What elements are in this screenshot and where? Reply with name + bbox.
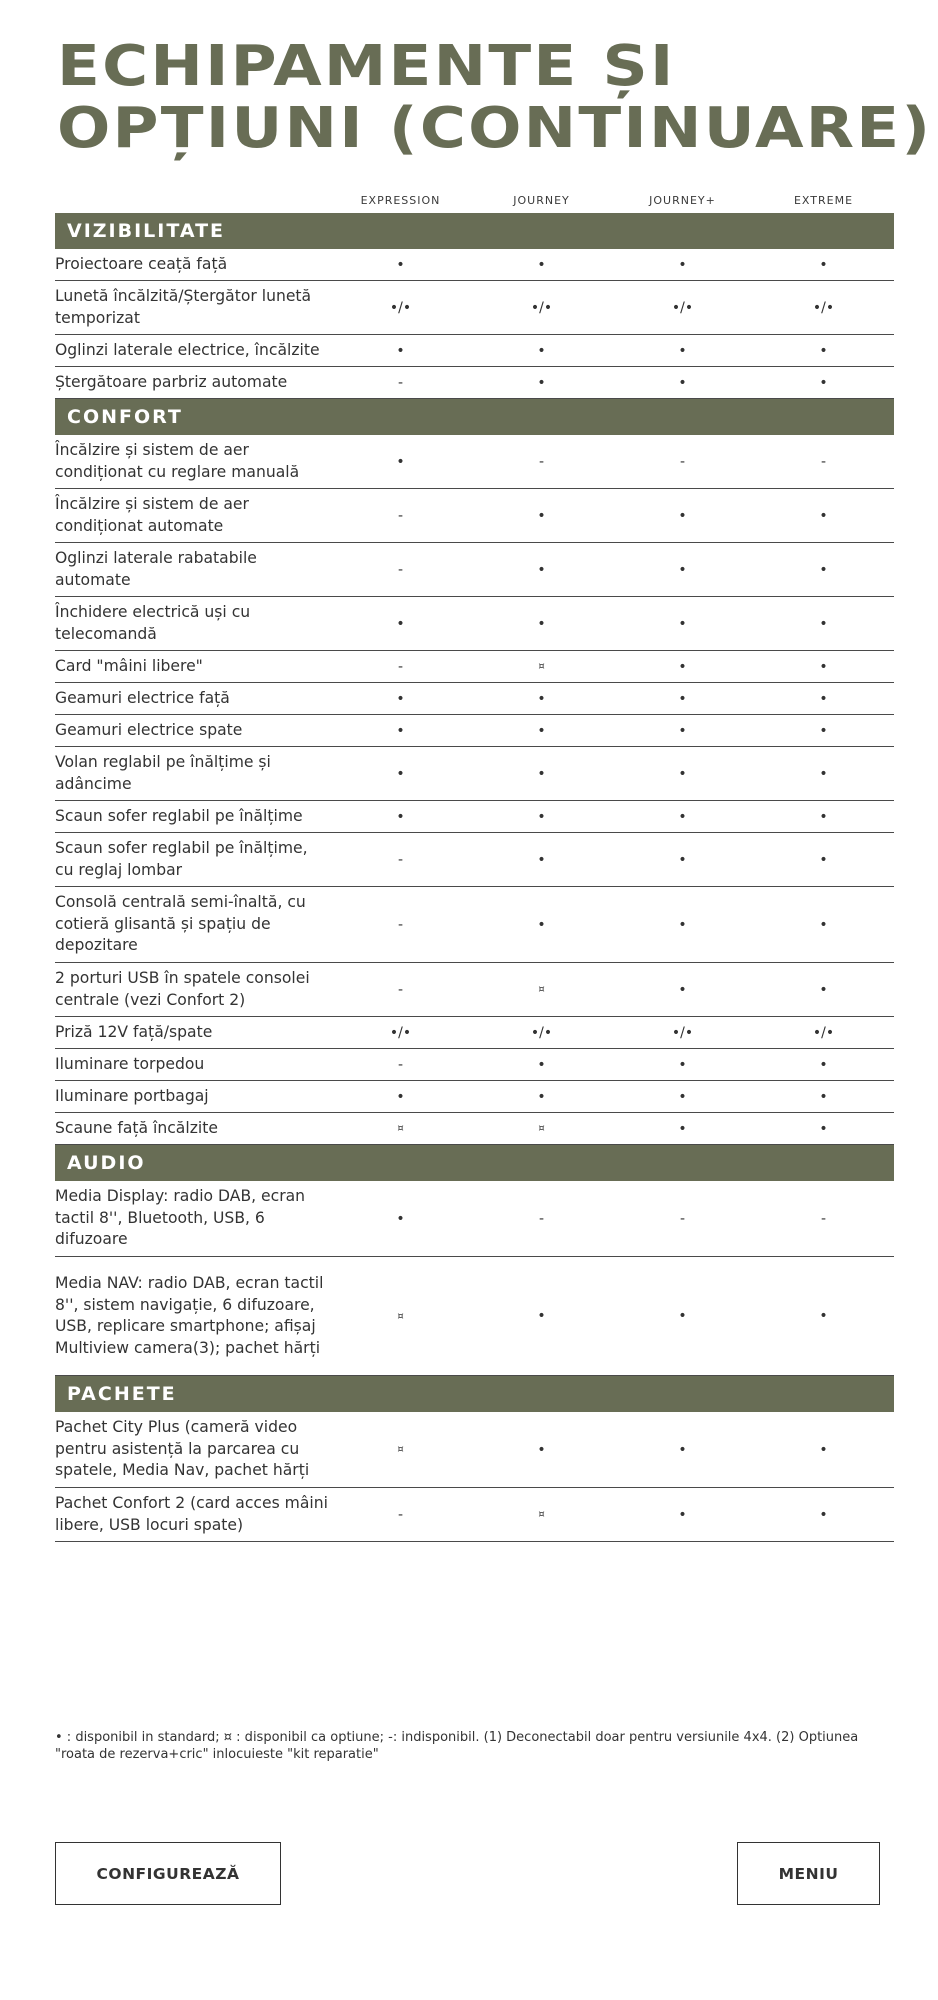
row-value-journey-plus: - <box>679 453 686 470</box>
table-row <box>55 1412 894 1488</box>
row-value-journey-plus: • <box>678 1441 687 1458</box>
page-title-line2: OPȚIUNI (CONTINUARE) <box>57 96 933 161</box>
row-value-expression: - <box>397 851 404 868</box>
section-header: VIZIBILITATE <box>55 213 894 249</box>
row-value-expression: - <box>397 507 404 524</box>
row-value-journey: ¤ <box>538 1509 545 1520</box>
section-header: PACHETE <box>55 1376 894 1412</box>
row-label: Oglinzi laterale electrice, încălzite <box>55 340 320 359</box>
row-value-journey: • <box>537 1056 546 1073</box>
column-header-expression: EXPRESSION <box>360 194 441 207</box>
table-body <box>55 213 894 1542</box>
row-value-extreme: • <box>819 808 828 825</box>
row-value-journey: • <box>537 507 546 524</box>
row-value-journey-plus: • <box>678 1120 687 1137</box>
row-value-extreme: • <box>819 615 828 632</box>
row-value-extreme: • <box>819 765 828 782</box>
row-label: Iluminare portbagaj <box>55 1086 209 1105</box>
table-row <box>55 1181 894 1257</box>
row-value-journey-plus: • <box>678 342 687 359</box>
row-value-extreme: • <box>819 1088 828 1105</box>
table-row <box>55 1049 894 1081</box>
row-value-expression: - <box>397 1056 404 1073</box>
row-value-journey-plus: • <box>678 765 687 782</box>
row-value-expression: • <box>396 1210 405 1227</box>
row-value-extreme: •/• <box>812 1024 835 1041</box>
row-label: Volan reglabil pe înălțime și adâncime <box>55 753 271 793</box>
row-label: Media NAV: radio DAB, ecran tactil 8'', sistem navigație, 6 difuzoare, USB, replicare smartphone; afișaj Multiview camera(3); pachet hărți <box>55 1274 324 1357</box>
table-row <box>55 683 894 715</box>
row-value-expression: - <box>397 561 404 578</box>
row-value-journey: •/• <box>530 299 553 316</box>
row-value-journey: • <box>537 1308 546 1324</box>
row-value-journey-plus: • <box>678 690 687 707</box>
row-value-journey-plus: •/• <box>671 299 694 316</box>
row-label: Pachet City Plus (cameră video pentru asistență la parcarea cu spatele, Media Nav, pachet hărți <box>55 1418 310 1480</box>
row-value-journey-plus: • <box>678 1506 687 1523</box>
row-label: Pachet Confort 2 (card acces mâini libere, USB locuri spate) <box>55 1494 328 1534</box>
row-value-extreme: •/• <box>812 299 835 316</box>
row-value-extreme: - <box>820 1210 827 1227</box>
table-row <box>55 1488 894 1542</box>
table-row <box>55 543 894 597</box>
row-label: Geamuri electrice față <box>55 688 230 707</box>
table-row <box>55 747 894 801</box>
row-value-journey-plus: • <box>678 507 687 524</box>
table-row <box>55 597 894 651</box>
row-value-expression: • <box>396 256 405 273</box>
row-label: Ștergătoare parbriz automate <box>55 372 288 391</box>
row-value-journey: • <box>537 374 546 391</box>
row-value-extreme: • <box>819 507 828 524</box>
row-value-journey-plus: • <box>678 615 687 632</box>
table-column-headers <box>55 186 894 213</box>
row-value-journey-plus: • <box>678 916 687 933</box>
page-title <box>57 36 932 160</box>
row-value-expression: •/• <box>389 299 412 316</box>
row-value-extreme: • <box>819 981 828 998</box>
table-row <box>55 1081 894 1113</box>
row-value-expression: • <box>396 722 405 739</box>
row-label: Încălzire și sistem de aer condiționat automate <box>55 495 249 535</box>
row-value-journey: • <box>537 561 546 578</box>
table-row <box>55 651 894 683</box>
row-value-extreme: • <box>819 561 828 578</box>
row-label: Scaun sofer reglabil pe înălțime <box>55 806 303 825</box>
row-value-journey-plus: • <box>678 1056 687 1073</box>
table-row <box>55 887 894 963</box>
row-value-extreme: - <box>820 453 827 470</box>
row-value-journey: • <box>537 722 546 739</box>
row-value-journey: - <box>538 1210 545 1227</box>
table-row <box>55 1113 894 1145</box>
row-value-expression: ¤ <box>397 1310 404 1322</box>
row-value-extreme: • <box>819 374 828 391</box>
row-value-expression: • <box>396 453 405 470</box>
row-value-extreme: • <box>819 342 828 359</box>
row-value-journey-plus: • <box>678 1088 687 1105</box>
row-value-extreme: • <box>819 256 828 273</box>
row-value-expression: - <box>397 374 404 391</box>
row-value-extreme: • <box>819 851 828 868</box>
row-label: Lunetă încălzită/Ștergător lunetă temporizat <box>55 287 312 327</box>
row-value-journey: • <box>537 1441 546 1458</box>
row-value-journey: • <box>537 615 546 632</box>
row-value-journey: • <box>537 690 546 707</box>
row-label: Încălzire și sistem de aer condiționat cu reglare manuală <box>55 441 300 481</box>
row-label: Media Display: radio DAB, ecran tactil 8'', Bluetooth, USB, 6 difuzoare <box>55 1187 306 1249</box>
row-value-extreme: • <box>819 690 828 707</box>
page-title-line1: ECHIPAMENTE ȘI <box>57 34 676 99</box>
row-label: Oglinzi laterale rabatabile automate <box>55 549 257 589</box>
row-value-expression: • <box>396 1088 405 1105</box>
row-label: Consolă centrală semi-înaltă, cu cotieră glisantă și spațiu de depozitare <box>55 893 306 955</box>
menu-button[interactable]: MENIU <box>737 1842 880 1905</box>
row-value-expression: - <box>397 658 404 675</box>
footnote: • : disponibil in standard; ¤ : disponibil ca optiune; -: indisponibil. (1) Deconectabil doar pentru versiunile 4x4. (2) Optiunea "roata de rezerva+cric" inlocuieste "kit reparatie" <box>55 1730 859 1762</box>
configure-button[interactable]: CONFIGUREAZĂ <box>55 1842 281 1905</box>
table-row <box>55 801 894 833</box>
row-value-extreme: • <box>819 1441 828 1458</box>
row-value-extreme: • <box>819 916 828 933</box>
row-value-extreme: • <box>819 1506 828 1523</box>
row-value-journey-plus: • <box>678 561 687 578</box>
row-value-journey: ¤ <box>538 661 545 672</box>
table-row <box>55 1257 894 1376</box>
row-value-journey: • <box>537 342 546 359</box>
table-row <box>55 963 894 1017</box>
section-header: CONFORT <box>55 399 894 435</box>
row-label: Geamuri electrice spate <box>55 720 243 739</box>
row-value-journey-plus: - <box>679 1210 686 1227</box>
row-value-extreme: • <box>819 1120 828 1137</box>
table-row <box>55 435 894 489</box>
row-value-journey-plus: • <box>678 658 687 675</box>
row-label: Scaun sofer reglabil pe înălțime, cu reglaj lombar <box>55 839 308 879</box>
row-value-journey: •/• <box>530 1024 553 1041</box>
table-row <box>55 489 894 543</box>
section-header: AUDIO <box>55 1145 894 1181</box>
row-value-extreme: • <box>819 1056 828 1073</box>
row-label: Proiectoare ceață față <box>55 254 228 273</box>
row-label: Închidere electrică uși cu telecomandă <box>55 603 251 643</box>
row-value-journey-plus: • <box>678 981 687 998</box>
column-header-extreme: EXTREME <box>793 194 854 207</box>
table-row <box>55 715 894 747</box>
row-value-extreme: • <box>819 722 828 739</box>
row-label: Scaune față încălzite <box>55 1118 218 1137</box>
row-label: Iluminare torpedou <box>55 1054 205 1073</box>
row-value-journey: • <box>537 851 546 868</box>
row-value-expression: - <box>397 981 404 998</box>
row-value-journey-plus: • <box>678 722 687 739</box>
row-value-journey: • <box>537 765 546 782</box>
equipment-table <box>55 186 894 1542</box>
row-value-expression: • <box>396 808 405 825</box>
table-row <box>55 249 894 281</box>
row-value-journey-plus: •/• <box>671 1024 694 1041</box>
column-header-journey-plus: JOURNEY+ <box>649 194 716 207</box>
row-value-extreme: • <box>819 1308 828 1324</box>
row-value-expression: • <box>396 615 405 632</box>
row-value-expression: • <box>396 342 405 359</box>
row-value-journey-plus: • <box>678 374 687 391</box>
row-value-journey: • <box>537 808 546 825</box>
column-header-journey: JOURNEY <box>513 194 570 207</box>
table-row <box>55 335 894 367</box>
row-value-expression: - <box>397 1506 404 1523</box>
table-row <box>55 833 894 887</box>
row-value-journey-plus: • <box>678 1308 687 1324</box>
row-value-expression: ¤ <box>397 1444 404 1455</box>
row-value-journey-plus: • <box>678 256 687 273</box>
table-row <box>55 1017 894 1049</box>
row-value-journey: ¤ <box>538 1123 545 1134</box>
table-row <box>55 281 894 335</box>
row-value-journey: • <box>537 1088 546 1105</box>
row-value-expression: ¤ <box>397 1123 404 1134</box>
row-value-expression: •/• <box>389 1024 412 1041</box>
row-value-journey: • <box>537 916 546 933</box>
row-value-journey: ¤ <box>538 984 545 995</box>
row-value-expression: • <box>396 690 405 707</box>
row-label: Priză 12V față/spate <box>55 1022 213 1041</box>
row-value-journey-plus: • <box>678 808 687 825</box>
row-label: Card "mâini libere" <box>55 656 203 675</box>
row-value-journey-plus: • <box>678 851 687 868</box>
row-value-expression: - <box>397 916 404 933</box>
row-value-journey: • <box>537 256 546 273</box>
row-value-expression: • <box>396 765 405 782</box>
table-row <box>55 367 894 399</box>
row-label: 2 porturi USB în spatele consolei centrale (vezi Confort 2) <box>55 969 310 1009</box>
row-value-extreme: • <box>819 658 828 675</box>
row-value-journey: - <box>538 453 545 470</box>
